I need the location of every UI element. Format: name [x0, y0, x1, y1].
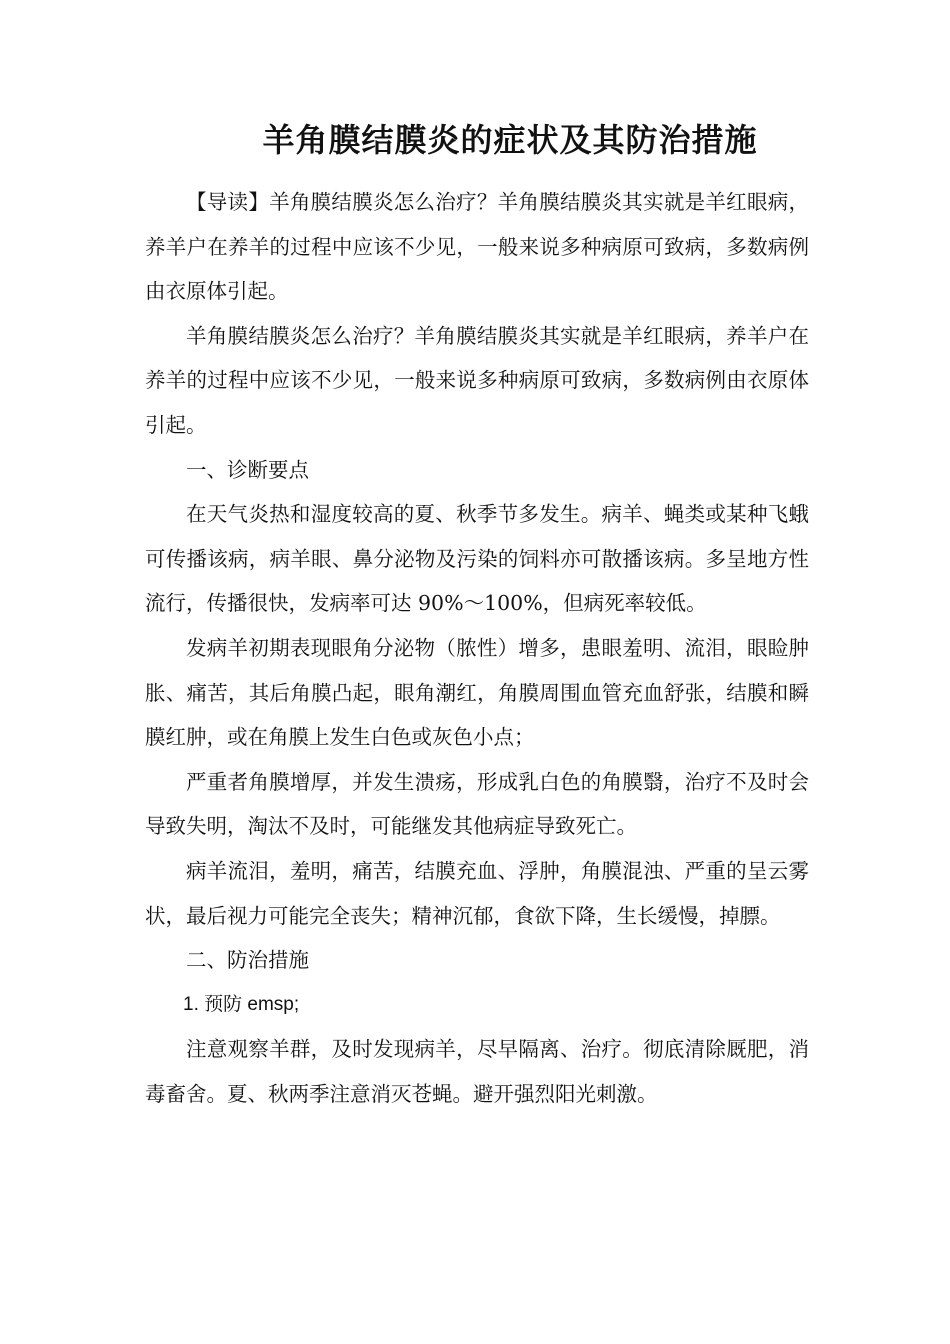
body-paragraph: 注意观察羊群，及时发现病羊，尽早隔离、治疗。彻底清除厩肥，消毒畜舍。夏、秋两季注意消灭苍蝇。避开强烈阳光刺激。 [145, 1037, 809, 1106]
document-title: 羊角膜结膜炎的症状及其防治措施 [262, 121, 758, 159]
body-paragraph: 病羊流泪，羞明，痛苦，结膜充血、浮肿，角膜混浊、严重的呈云雾状，最后视力可能完全丧失；精神沉郁，食欲下降，生长缓慢，掉膘。 [145, 858, 809, 928]
list-item-prevention: 1. 预防 emsp; [183, 993, 300, 1015]
body-paragraph: 在天气炎热和湿度较高的夏、秋季节多发生。病羊、蝇类或某种飞蛾可传播该病，病羊眼、鼻分泌物及污染的饲料亦可散播该病。多呈地方性流行，传播很快，发病率可达 90%～100%，但病死率较低。 [145, 502, 809, 616]
body-paragraph: 羊角膜结膜炎怎么治疗？羊角膜结膜炎其实就是羊红眼病，养羊户在养羊的过程中应该不少见，一般来说多种病原可致病，多数病例由衣原体引起。 [145, 323, 809, 437]
section-heading-diagnosis: 一、诊断要点 [186, 457, 309, 482]
document-body [145, 180, 809, 1116]
section-heading-prevention: 二、防治措施 [186, 948, 309, 973]
intro-paragraph: 【导读】羊角膜结膜炎怎么治疗？羊角膜结膜炎其实就是羊红眼病，养羊户在养羊的过程中应该不少见，一般来说多种病原可致病，多数病例由衣原体引起。 [145, 190, 809, 304]
body-paragraph: 发病羊初期表现眼角分泌物（脓性）增多，患眼羞明、流泪，眼睑肿胀、痛苦，其后角膜凸起，眼角潮红，角膜周围血管充血舒张，结膜和瞬膜红肿，或在角膜上发生白色或灰色小点； [145, 635, 809, 750]
body-paragraph: 严重者角膜增厚，并发生溃疡，形成乳白色的角膜翳，治疗不及时会导致失明，淘汰不及时，可能继发其他病症导致死亡。 [145, 769, 809, 839]
